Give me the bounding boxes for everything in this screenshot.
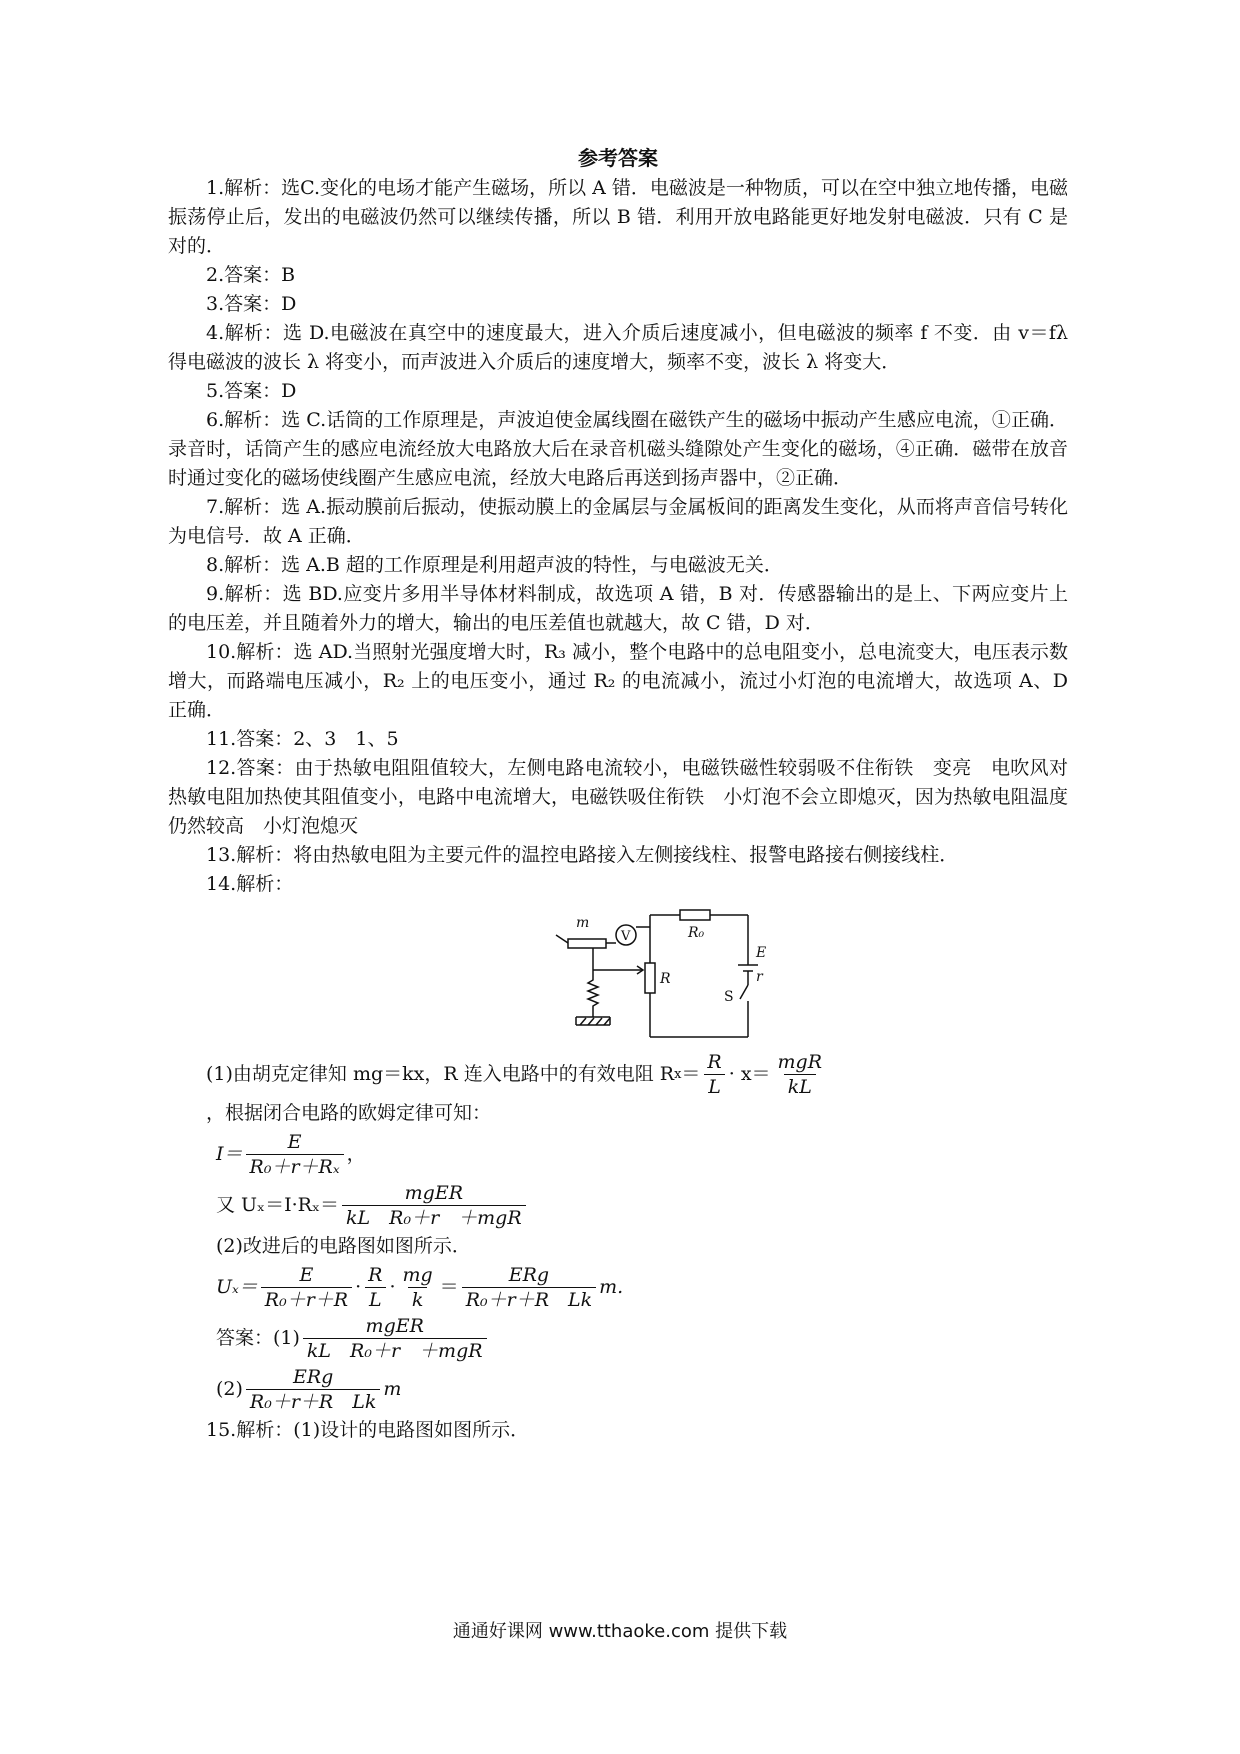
answer-12: 12.答案：由于热敏电阻阻值较大，左侧电路电流较小，电磁铁磁性较弱吸不住衔铁 变亮 电吹风对热敏电阻加热使其阻值变小，电路中电流增大，电磁铁吸住衔铁 小灯泡不会立即熄灭，因为热敏电阻温度仍然较高 小灯泡熄灭 [168, 757, 1068, 837]
fraction-mgr-over-kl: $\frac{\text{mgR}}{kL}$ [777, 1051, 823, 1098]
circuit-diagram [538, 905, 768, 1040]
answer-3: 3.答案：D [206, 293, 297, 315]
answer-page [168, 144, 1068, 1445]
label-R: R [660, 971, 671, 987]
answer-13: 13.解析：将由热敏电阻为主要元件的温控电路接入左侧接线柱、报警电路接右侧接线柱． [206, 844, 959, 866]
answer-5: 5.答案：D [206, 380, 297, 402]
label-r0: R₀ [688, 925, 705, 941]
page-footer: 通通好课网 www.tthaoke.com 提供下载 [452, 1621, 788, 1642]
answer-9: 9.解析：选 BD.应变片多用半导体材料制成，故选项 A 错，B 对．传感器输出的是上、下两应变片上的电压差，并且随着外力的增大，输出的电压差值也就越大，故 C 错，D 对． [168, 583, 1068, 634]
equation-improved: Uₓ＝ $\frac{E}{\text{R₀＋r＋R}}$ · $\frac{R}{L}$ · $\frac{mg}{k}$ ＝ $\frac{\text{ERg}}{\text{R₀＋r＋R Lk}}$ m. [216, 1264, 624, 1311]
label-r: r [756, 969, 763, 985]
answer-11: 11.答案：2、3 1、5 [206, 728, 399, 750]
label-e: E [756, 945, 767, 961]
derivation-line-2: (2)改进后的电路图如图所示． [216, 1235, 471, 1257]
answer-final-1: 答案：(1) $\frac{\text{mgER}}{\text{kL R₀＋r ＋mgR}}$ [216, 1314, 1068, 1363]
equation-voltage: 又 Uₓ＝I·Rₓ＝ $\frac{\text{mgER}}{\text{kL R₀＋r ＋mgR}}$ [216, 1181, 1068, 1230]
label-v: V [621, 929, 631, 944]
answer-8: 8.解析：选 A.B 超的工作原理是利用超声波的特性，与电磁波无关． [206, 554, 783, 576]
label-s: S [724, 989, 734, 1005]
derivation-line-1: (1)由胡克定律知 mg＝kx，R 连入电路中的有效电阻 R x ＝ $\frac{R}{L}$ · x＝ $\frac{\text{mgR}}{kL}$ ，根据闭合电路的欧姆定律可知： [168, 1050, 1068, 1128]
label-m: m [576, 915, 590, 931]
answer-6: 6.解析：选 C.话筒的工作原理是，声波迫使金属线圈在磁铁产生的磁场中振动产生感应电流，①正确．录音时，话筒产生的感应电流经放大电路放大后在录音机磁头缝隙处产生变化的磁场，④正确．磁带在放音时通过变化的磁场使线圈产生感应电流，经放大电路后再送到扬声器中，②正确． [168, 409, 1068, 489]
answer-1: 1.解析：选C.变化的电场才能产生磁场，所以 A 错．电磁波是一种物质，可以在空中独立地传播，电磁振荡停止后，发出的电磁波仍然可以继续传播，所以 B 错．利用开放电路能更好地发射电磁波．只有 C 是对的． [168, 177, 1068, 257]
answer-7: 7.解析：选 A.振动膜前后振动，使振动膜上的金属层与金属板间的距离发生变化，从而将声音信号转化为电信号．故 A 正确． [168, 496, 1068, 547]
answer-10: 10.解析：选 AD.当照射光强度增大时，R₃ 减小，整个电路中的总电阻变小，总电流变大，电压表示数增大，而路端电压减小，R₂ 上的电压变小，通过 R₂ 的电流减小，流过小灯泡的电流增大，故选项 A、D 正确． [168, 641, 1068, 721]
answer-15: 15.解析：(1)设计的电路图如图所示． [206, 1419, 530, 1441]
answer-14: 14.解析： [206, 873, 294, 895]
circuit-figure [168, 905, 1068, 1040]
answer-4: 4.解析：选 D.电磁波在真空中的速度最大，进入介质后速度减小，但电磁波的频率 f 不变．由 v＝fλ 得电磁波的波长 λ 将变小，而声波进入介质后的速度增大，频率不变，波长 λ 将变大． [168, 322, 1068, 373]
page-title: 参考答案 [578, 146, 658, 170]
fraction-r-over-l: $\frac{R}{L}$ [703, 1050, 725, 1099]
equation-current: I＝ $\frac{E}{\text{R₀＋r＋Rₓ}}$ ， [216, 1131, 366, 1178]
answer-2: 2.答案：B [206, 264, 296, 286]
answer-final-2: (2) $\frac{\text{ERg}}{\text{R₀＋r＋R Lk}}$ m [216, 1366, 402, 1413]
